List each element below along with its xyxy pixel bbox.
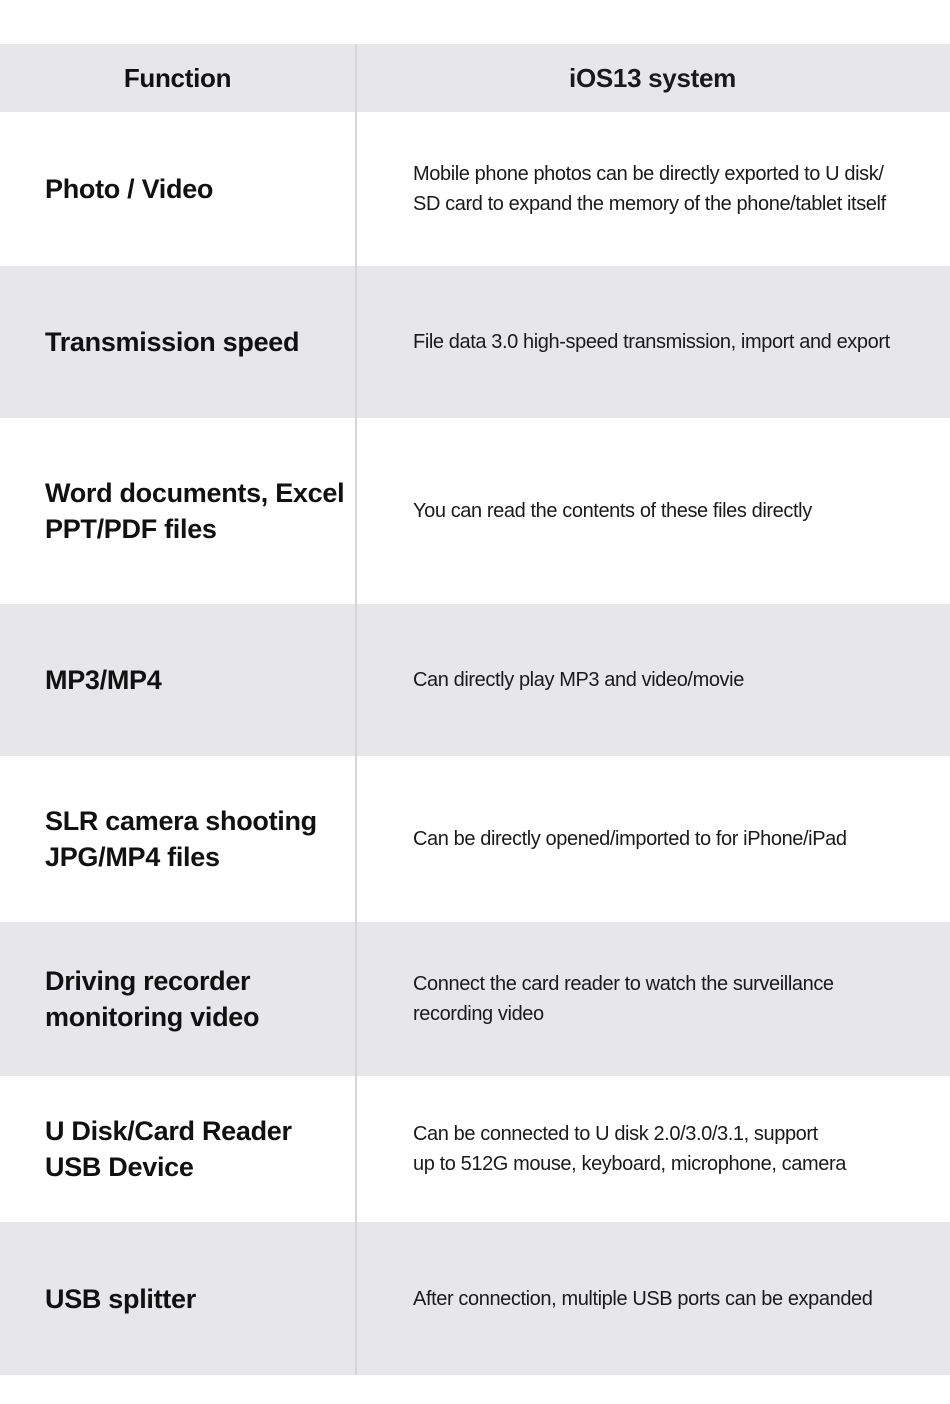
row-function: USB splitter: [45, 1283, 196, 1314]
row-description: Can be connected to U disk 2.0/3.0/3.1, support up to 512G mouse, keyboard, microphone, camera: [413, 1123, 846, 1175]
table-row: [0, 1076, 950, 1222]
table-row: [0, 418, 950, 604]
row-function: U Disk/Card Reader USB Device: [45, 1116, 292, 1182]
table-header-row: [0, 44, 950, 112]
row-function: MP3/MP4: [45, 665, 162, 695]
table-row: [0, 112, 950, 266]
column-divider: [355, 44, 357, 1375]
row-description: Mobile phone photos can be directly exported to U disk/ SD card to expand the memory of the phone/tablet itself: [413, 163, 886, 215]
row-description: Can be directly opened/imported to for iPhone/iPad: [413, 828, 847, 850]
header-system: iOS13 system: [569, 63, 736, 93]
table-row: [0, 1222, 950, 1375]
row-function: Photo / Video: [45, 174, 214, 204]
row-description: File data 3.0 high-speed transmission, import and export: [413, 331, 890, 353]
table-row: [0, 922, 950, 1076]
row-function: Driving recorder monitoring video: [45, 966, 260, 1032]
table-row: [0, 756, 950, 922]
row-function: Word documents, Excel PPT/PDF files: [45, 478, 345, 544]
row-function: Transmission speed: [45, 327, 300, 357]
comparison-table: [0, 44, 950, 1375]
table-row: [0, 604, 950, 756]
table-row: [0, 266, 950, 418]
row-description: After connection, multiple USB ports can be expanded: [413, 1287, 873, 1310]
row-description: Can directly play MP3 and video/movie: [413, 669, 744, 691]
row-description: You can read the contents of these files directly: [413, 500, 812, 522]
header-function: Function: [123, 63, 232, 93]
row-description: Connect the card reader to watch the surveillance recording video: [413, 973, 834, 1025]
row-function: SLR camera shooting JPG/MP4 files: [45, 806, 317, 872]
